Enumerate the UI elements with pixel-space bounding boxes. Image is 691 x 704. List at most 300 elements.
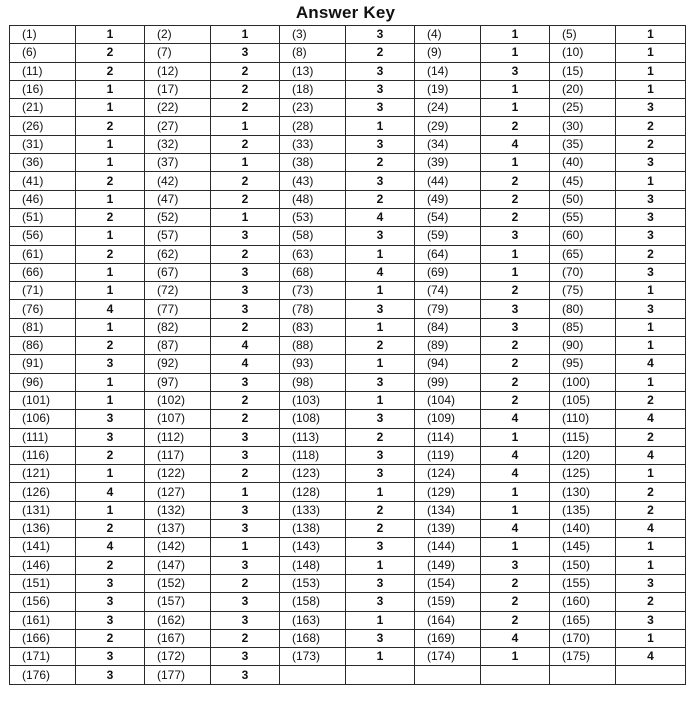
question-number: (64) [415, 245, 481, 263]
answer-value: 4 [481, 520, 550, 538]
question-number: (86) [10, 337, 76, 355]
answer-value: 2 [481, 172, 550, 190]
question-number: (156) [10, 593, 76, 611]
question-number: (13) [280, 62, 346, 80]
question-number: (104) [415, 391, 481, 409]
answer-value: 1 [346, 556, 415, 574]
question-number: (139) [415, 520, 481, 538]
answer-value: 1 [481, 99, 550, 117]
answer-value: 1 [76, 263, 145, 281]
question-number: (132) [145, 501, 211, 519]
answer-value: 1 [616, 44, 686, 62]
question-number: (19) [415, 80, 481, 98]
answer-value: 3 [346, 80, 415, 98]
answer-value: 3 [76, 666, 145, 684]
question-number: (157) [145, 593, 211, 611]
table-row [10, 99, 686, 117]
answer-value: 4 [76, 483, 145, 501]
question-number: (41) [10, 172, 76, 190]
question-number: (106) [10, 410, 76, 428]
question-number: (77) [145, 300, 211, 318]
answer-value: 2 [481, 611, 550, 629]
question-number: (2) [145, 26, 211, 44]
question-number: (52) [145, 208, 211, 226]
answer-value: 2 [616, 593, 686, 611]
question-number: (84) [415, 318, 481, 336]
question-number: (108) [280, 410, 346, 428]
answer-value: 2 [211, 245, 280, 263]
question-number: (113) [280, 428, 346, 446]
table-row [10, 172, 686, 190]
question-number: (149) [415, 556, 481, 574]
answer-value: 3 [346, 99, 415, 117]
answer-value: 3 [616, 190, 686, 208]
question-number: (78) [280, 300, 346, 318]
answer-value: 4 [481, 410, 550, 428]
answer-value: 2 [76, 245, 145, 263]
answer-value: 3 [616, 263, 686, 281]
answer-value: 3 [616, 154, 686, 172]
answer-value: 3 [346, 574, 415, 592]
answer-value: 3 [211, 501, 280, 519]
table-row [10, 520, 686, 538]
answer-value: 1 [481, 44, 550, 62]
question-number: (73) [280, 282, 346, 300]
page-title: Answer Key [295, 3, 396, 22]
question-number: (18) [280, 80, 346, 98]
question-number: (61) [10, 245, 76, 263]
answer-value: 1 [211, 538, 280, 556]
answer-value: 2 [481, 117, 550, 135]
question-number: (117) [145, 446, 211, 464]
question-number: (176) [10, 666, 76, 684]
question-number: (65) [550, 245, 616, 263]
question-number: (93) [280, 355, 346, 373]
answer-value: 2 [616, 428, 686, 446]
question-number: (89) [415, 337, 481, 355]
answer-value: 2 [346, 44, 415, 62]
answer-value: 1 [616, 80, 686, 98]
answer-value: 2 [211, 80, 280, 98]
question-number: (121) [10, 465, 76, 483]
answer-value: 1 [616, 538, 686, 556]
answer-value: 2 [76, 446, 145, 464]
question-number: (31) [10, 135, 76, 153]
table-row [10, 593, 686, 611]
question-number: (48) [280, 190, 346, 208]
answer-value: 1 [481, 263, 550, 281]
answer-value: 2 [346, 428, 415, 446]
table-row [10, 208, 686, 226]
question-number: (175) [550, 648, 616, 666]
question-number: (17) [145, 80, 211, 98]
answer-value: 2 [76, 172, 145, 190]
question-number: (96) [10, 373, 76, 391]
question-number: (33) [280, 135, 346, 153]
answer-value: 4 [616, 648, 686, 666]
question-number: (141) [10, 538, 76, 556]
answer-value: 2 [76, 629, 145, 647]
question-number: (135) [550, 501, 616, 519]
answer-value: 1 [481, 80, 550, 98]
answer-value: 2 [616, 391, 686, 409]
answer-key-table [9, 25, 686, 685]
question-number: (20) [550, 80, 616, 98]
question-number: (162) [145, 611, 211, 629]
table-row [10, 465, 686, 483]
question-number: (76) [10, 300, 76, 318]
table-row [10, 648, 686, 666]
question-number: (74) [415, 282, 481, 300]
question-number: (26) [10, 117, 76, 135]
question-number: (97) [145, 373, 211, 391]
table-row [10, 538, 686, 556]
question-number: (25) [550, 99, 616, 117]
question-number: (94) [415, 355, 481, 373]
question-number: (168) [280, 629, 346, 647]
answer-value: 3 [346, 373, 415, 391]
question-number: (10) [550, 44, 616, 62]
answer-value: 1 [76, 227, 145, 245]
answer-value: 4 [211, 337, 280, 355]
table-row [10, 391, 686, 409]
answer-key-body [10, 26, 686, 685]
table-row [10, 611, 686, 629]
answer-value: 3 [346, 26, 415, 44]
question-number: (39) [415, 154, 481, 172]
answer-value: 3 [346, 300, 415, 318]
table-row [10, 80, 686, 98]
answer-value: 3 [211, 648, 280, 666]
question-number: (53) [280, 208, 346, 226]
answer-value: 2 [346, 337, 415, 355]
answer-value: 4 [76, 300, 145, 318]
answer-value: 3 [346, 446, 415, 464]
question-number: (111) [10, 428, 76, 446]
question-number: (136) [10, 520, 76, 538]
answer-value: 2 [481, 391, 550, 409]
answer-value: 2 [616, 483, 686, 501]
answer-value: 2 [211, 172, 280, 190]
answer-value: 2 [211, 190, 280, 208]
question-number: (101) [10, 391, 76, 409]
question-number: (69) [415, 263, 481, 281]
question-number: (151) [10, 574, 76, 592]
answer-value: 1 [346, 117, 415, 135]
question-number: (63) [280, 245, 346, 263]
answer-value: 2 [481, 355, 550, 373]
question-number: (107) [145, 410, 211, 428]
answer-value: 3 [616, 227, 686, 245]
answer-value: 3 [211, 263, 280, 281]
question-number: (38) [280, 154, 346, 172]
answer-value: 1 [481, 428, 550, 446]
answer-value: 3 [346, 629, 415, 647]
question-number: (150) [550, 556, 616, 574]
answer-value: 1 [481, 648, 550, 666]
question-number: (57) [145, 227, 211, 245]
answer-value: 2 [616, 245, 686, 263]
question-number: (147) [145, 556, 211, 574]
answer-value: 2 [211, 574, 280, 592]
answer-value: 2 [616, 501, 686, 519]
answer-value: 3 [346, 465, 415, 483]
question-number: (171) [10, 648, 76, 666]
answer-value: 3 [616, 300, 686, 318]
answer-value: 1 [616, 62, 686, 80]
answer-value: 3 [481, 300, 550, 318]
answer-value: 1 [76, 373, 145, 391]
question-number: (143) [280, 538, 346, 556]
answer-value: 3 [616, 611, 686, 629]
answer-value: 2 [211, 410, 280, 428]
question-number: (145) [550, 538, 616, 556]
answer-value: 3 [211, 446, 280, 464]
question-number: (152) [145, 574, 211, 592]
question-number: (123) [280, 465, 346, 483]
answer-value: 3 [76, 410, 145, 428]
table-row [10, 574, 686, 592]
question-number: (95) [550, 355, 616, 373]
question-number: (24) [415, 99, 481, 117]
question-number: (83) [280, 318, 346, 336]
question-number: (125) [550, 465, 616, 483]
question-number: (59) [415, 227, 481, 245]
answer-value [481, 666, 550, 684]
question-number: (173) [280, 648, 346, 666]
table-row [10, 355, 686, 373]
question-number: (42) [145, 172, 211, 190]
question-number: (134) [415, 501, 481, 519]
question-number: (133) [280, 501, 346, 519]
question-number: (159) [415, 593, 481, 611]
answer-value: 4 [76, 538, 145, 556]
answer-value: 3 [211, 44, 280, 62]
answer-value: 3 [211, 666, 280, 684]
question-number: (172) [145, 648, 211, 666]
answer-value: 4 [616, 520, 686, 538]
answer-value: 2 [76, 556, 145, 574]
question-number: (126) [10, 483, 76, 501]
answer-value: 2 [211, 135, 280, 153]
answer-value: 3 [211, 227, 280, 245]
answer-value: 2 [76, 337, 145, 355]
table-row [10, 44, 686, 62]
table-row [10, 190, 686, 208]
table-row [10, 501, 686, 519]
question-number: (98) [280, 373, 346, 391]
table-row [10, 483, 686, 501]
answer-value: 2 [76, 62, 145, 80]
answer-value: 3 [346, 172, 415, 190]
question-number: (22) [145, 99, 211, 117]
answer-value: 4 [481, 465, 550, 483]
table-row [10, 117, 686, 135]
answer-value: 1 [616, 172, 686, 190]
answer-value: 4 [346, 208, 415, 226]
question-number: (103) [280, 391, 346, 409]
question-number: (92) [145, 355, 211, 373]
answer-value: 1 [76, 80, 145, 98]
question-number: (58) [280, 227, 346, 245]
answer-value: 1 [616, 282, 686, 300]
table-row [10, 337, 686, 355]
question-number: (8) [280, 44, 346, 62]
answer-value: 1 [346, 245, 415, 263]
answer-value: 2 [211, 465, 280, 483]
question-number: (60) [550, 227, 616, 245]
question-number: (16) [10, 80, 76, 98]
question-number: (79) [415, 300, 481, 318]
answer-value: 1 [76, 99, 145, 117]
answer-value: 2 [76, 520, 145, 538]
question-number: (148) [280, 556, 346, 574]
answer-value: 3 [211, 282, 280, 300]
table-row [10, 410, 686, 428]
question-number: (55) [550, 208, 616, 226]
answer-value: 3 [481, 318, 550, 336]
question-number: (128) [280, 483, 346, 501]
question-number: (29) [415, 117, 481, 135]
answer-value: 1 [616, 318, 686, 336]
answer-value: 2 [481, 373, 550, 391]
answer-value: 2 [211, 99, 280, 117]
question-number: (40) [550, 154, 616, 172]
question-number: (167) [145, 629, 211, 647]
question-number: (81) [10, 318, 76, 336]
answer-value: 3 [346, 227, 415, 245]
answer-value: 1 [76, 318, 145, 336]
answer-value: 1 [481, 501, 550, 519]
answer-value: 3 [76, 428, 145, 446]
question-number: (129) [415, 483, 481, 501]
question-number: (158) [280, 593, 346, 611]
answer-value: 1 [211, 154, 280, 172]
table-row [10, 300, 686, 318]
answer-value: 1 [76, 26, 145, 44]
question-number: (110) [550, 410, 616, 428]
question-number: (160) [550, 593, 616, 611]
question-number: (82) [145, 318, 211, 336]
answer-value: 2 [346, 520, 415, 538]
question-number: (142) [145, 538, 211, 556]
answer-value: 1 [481, 26, 550, 44]
answer-value: 1 [76, 135, 145, 153]
answer-value: 3 [346, 62, 415, 80]
question-number: (28) [280, 117, 346, 135]
question-number: (177) [145, 666, 211, 684]
answer-value: 1 [616, 629, 686, 647]
answer-value: 1 [211, 117, 280, 135]
question-number: (12) [145, 62, 211, 80]
question-number: (114) [415, 428, 481, 446]
table-row [10, 227, 686, 245]
question-number: (75) [550, 282, 616, 300]
table-row [10, 318, 686, 336]
question-number: (71) [10, 282, 76, 300]
question-number: (91) [10, 355, 76, 373]
answer-value: 2 [211, 629, 280, 647]
answer-value [346, 666, 415, 684]
answer-value: 4 [481, 446, 550, 464]
table-row [10, 446, 686, 464]
answer-value: 1 [76, 465, 145, 483]
question-number: (165) [550, 611, 616, 629]
question-number: (170) [550, 629, 616, 647]
question-number: (72) [145, 282, 211, 300]
question-number: (30) [550, 117, 616, 135]
question-number: (14) [415, 62, 481, 80]
question-number: (88) [280, 337, 346, 355]
question-number: (90) [550, 337, 616, 355]
answer-value: 1 [211, 483, 280, 501]
answer-value: 1 [616, 556, 686, 574]
question-number: (154) [415, 574, 481, 592]
answer-value: 1 [616, 337, 686, 355]
table-row [10, 26, 686, 44]
answer-value: 3 [211, 556, 280, 574]
table-row [10, 62, 686, 80]
question-number: (163) [280, 611, 346, 629]
question-number: (164) [415, 611, 481, 629]
question-number: (44) [415, 172, 481, 190]
table-row [10, 428, 686, 446]
answer-value: 4 [481, 629, 550, 647]
answer-value: 2 [76, 117, 145, 135]
question-number: (144) [415, 538, 481, 556]
question-number: (127) [145, 483, 211, 501]
answer-value: 2 [211, 62, 280, 80]
question-number: (23) [280, 99, 346, 117]
question-number: (35) [550, 135, 616, 153]
table-row [10, 629, 686, 647]
answer-value: 3 [616, 99, 686, 117]
answer-value: 3 [481, 556, 550, 574]
question-number: (122) [145, 465, 211, 483]
question-number: (45) [550, 172, 616, 190]
answer-value: 3 [211, 593, 280, 611]
answer-value: 1 [616, 26, 686, 44]
question-number: (6) [10, 44, 76, 62]
answer-value: 3 [211, 300, 280, 318]
answer-value: 1 [211, 26, 280, 44]
answer-value: 3 [616, 574, 686, 592]
question-number: (66) [10, 263, 76, 281]
answer-value: 2 [211, 318, 280, 336]
question-number: (130) [550, 483, 616, 501]
answer-value: 1 [346, 318, 415, 336]
answer-value: 3 [211, 428, 280, 446]
question-number: (51) [10, 208, 76, 226]
table-row [10, 282, 686, 300]
question-number [280, 666, 346, 684]
question-number: (155) [550, 574, 616, 592]
answer-value: 2 [481, 337, 550, 355]
answer-value: 2 [76, 208, 145, 226]
answer-value: 3 [211, 611, 280, 629]
question-number: (5) [550, 26, 616, 44]
answer-value: 1 [616, 373, 686, 391]
answer-value: 2 [481, 593, 550, 611]
answer-value: 2 [211, 391, 280, 409]
answer-value: 3 [346, 593, 415, 611]
answer-value [616, 666, 686, 684]
answer-value: 4 [346, 263, 415, 281]
table-row [10, 154, 686, 172]
question-number: (21) [10, 99, 76, 117]
question-number [550, 666, 616, 684]
answer-value: 3 [76, 574, 145, 592]
